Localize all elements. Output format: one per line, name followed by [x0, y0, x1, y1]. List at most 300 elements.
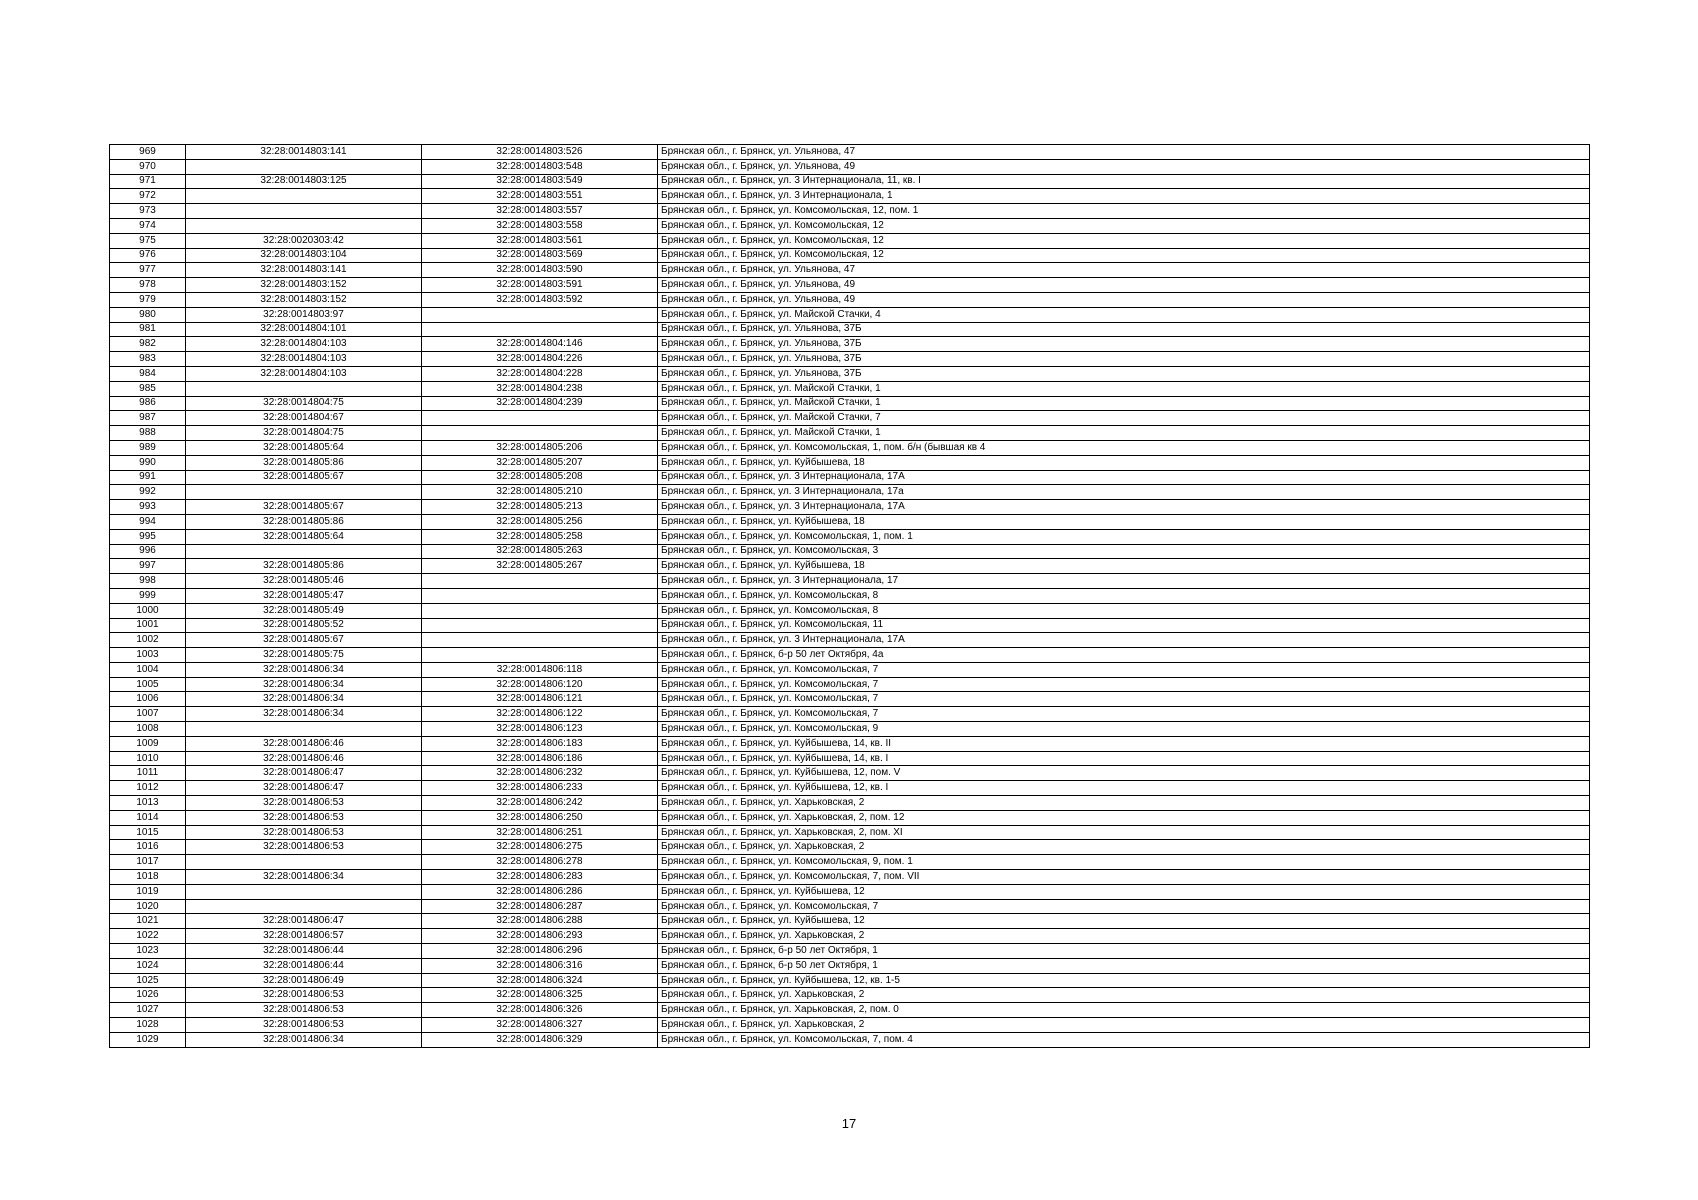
- row-number-cell: 1011: [110, 766, 186, 781]
- row-number-cell: 1013: [110, 796, 186, 811]
- table-row: [110, 204, 1590, 219]
- cadastral-number-cell: 32:28:0014803:526: [422, 145, 658, 160]
- address-cell: Брянская обл., г. Брянск, ул. Ульянова, 37Б: [658, 322, 1590, 337]
- parent-cadastral-cell: 32:28:0014804:101: [186, 322, 422, 337]
- cadastral-number-cell: 32:28:0014806:283: [422, 870, 658, 885]
- row-number-cell: 994: [110, 514, 186, 529]
- cadastral-number-cell: 32:28:0014805:208: [422, 470, 658, 485]
- table-row: [110, 278, 1590, 293]
- cadastral-number-cell: 32:28:0014806:120: [422, 677, 658, 692]
- cadastral-number-cell: 32:28:0014806:327: [422, 1018, 658, 1033]
- table-body: [110, 145, 1590, 1048]
- row-number-cell: 982: [110, 337, 186, 352]
- cadastral-number-cell: 32:28:0014806:296: [422, 944, 658, 959]
- address-cell: Брянская обл., г. Брянск, ул. 3 Интернационала, 17А: [658, 500, 1590, 515]
- row-number-cell: 1023: [110, 944, 186, 959]
- address-cell: Брянская обл., г. Брянск, ул. Комсомольская, 12: [658, 218, 1590, 233]
- table-row: [110, 766, 1590, 781]
- row-number-cell: 1020: [110, 899, 186, 914]
- parent-cadastral-cell: 32:28:0014803:141: [186, 263, 422, 278]
- row-number-cell: 995: [110, 529, 186, 544]
- address-cell: Брянская обл., г. Брянск, ул. Комсомольская, 7: [658, 662, 1590, 677]
- cadastral-number-cell: 32:28:0014804:226: [422, 352, 658, 367]
- row-number-cell: 969: [110, 145, 186, 160]
- address-cell: Брянская обл., г. Брянск, б-р 50 лет Октября, 1: [658, 958, 1590, 973]
- table-row: [110, 544, 1590, 559]
- address-cell: Брянская обл., г. Брянск, ул. Ульянова, 37Б: [658, 366, 1590, 381]
- parent-cadastral-cell: 32:28:0014806:53: [186, 796, 422, 811]
- address-cell: Брянская обл., г. Брянск, ул. Комсомольская, 1, пом. б/н (бывшая кв 4: [658, 440, 1590, 455]
- address-cell: Брянская обл., г. Брянск, ул. Майской Стачки, 1: [658, 396, 1590, 411]
- address-cell: Брянская обл., г. Брянск, ул. Комсомольская, 7: [658, 707, 1590, 722]
- parent-cadastral-cell: 32:28:0014806:34: [186, 1032, 422, 1047]
- table-row: [110, 1018, 1590, 1033]
- table-row: [110, 677, 1590, 692]
- parent-cadastral-cell: [186, 381, 422, 396]
- parent-cadastral-cell: 32:28:0014805:86: [186, 559, 422, 574]
- row-number-cell: 1009: [110, 736, 186, 751]
- parent-cadastral-cell: 32:28:0014806:53: [186, 825, 422, 840]
- address-cell: Брянская обл., г. Брянск, ул. Куйбышева, 18: [658, 559, 1590, 574]
- table-row: [110, 426, 1590, 441]
- address-cell: Брянская обл., г. Брянск, ул. Куйбышева, 12, кв. I: [658, 781, 1590, 796]
- cadastral-number-cell: 32:28:0014806:123: [422, 722, 658, 737]
- parent-cadastral-cell: 32:28:0014804:75: [186, 396, 422, 411]
- cadastral-number-cell: [422, 588, 658, 603]
- address-cell: Брянская обл., г. Брянск, ул. Харьковская, 2, пом. 12: [658, 810, 1590, 825]
- cadastral-number-cell: 32:28:0014806:242: [422, 796, 658, 811]
- parent-cadastral-cell: 32:28:0014803:152: [186, 292, 422, 307]
- address-cell: Брянская обл., г. Брянск, ул. Комсомольская, 3: [658, 544, 1590, 559]
- parent-cadastral-cell: 32:28:0014806:53: [186, 1018, 422, 1033]
- parent-cadastral-cell: 32:28:0014805:67: [186, 633, 422, 648]
- row-number-cell: 1012: [110, 781, 186, 796]
- address-cell: Брянская обл., г. Брянск, ул. 3 Интернационала, 1: [658, 189, 1590, 204]
- table-row: [110, 529, 1590, 544]
- table-row: [110, 248, 1590, 263]
- cadastral-number-cell: [422, 426, 658, 441]
- table-row: [110, 825, 1590, 840]
- parent-cadastral-cell: 32:28:0014803:104: [186, 248, 422, 263]
- row-number-cell: 977: [110, 263, 186, 278]
- table-row: [110, 145, 1590, 160]
- table-row: [110, 1032, 1590, 1047]
- cadastral-number-cell: [422, 603, 658, 618]
- parent-cadastral-cell: 32:28:0014804:103: [186, 337, 422, 352]
- cadastral-number-cell: 32:28:0014805:210: [422, 485, 658, 500]
- address-cell: Брянская обл., г. Брянск, ул. Ульянова, 49: [658, 159, 1590, 174]
- parent-cadastral-cell: [186, 544, 422, 559]
- row-number-cell: 1027: [110, 1003, 186, 1018]
- page-number: 17: [841, 1116, 857, 1131]
- address-cell: Брянская обл., г. Брянск, ул. Ульянова, 37Б: [658, 352, 1590, 367]
- row-number-cell: 1005: [110, 677, 186, 692]
- table-row: [110, 736, 1590, 751]
- address-cell: Брянская обл., г. Брянск, ул. Ульянова, 47: [658, 145, 1590, 160]
- cadastral-number-cell: 32:28:0014806:275: [422, 840, 658, 855]
- address-cell: Брянская обл., г. Брянск, ул. Куйбышева, 12: [658, 884, 1590, 899]
- address-cell: Брянская обл., г. Брянск, ул. Комсомольская, 1, пом. 1: [658, 529, 1590, 544]
- cadastral-number-cell: 32:28:0014803:548: [422, 159, 658, 174]
- parent-cadastral-cell: 32:28:0014804:75: [186, 426, 422, 441]
- parent-cadastral-cell: 32:28:0014806:34: [186, 870, 422, 885]
- table-row: [110, 796, 1590, 811]
- row-number-cell: 992: [110, 485, 186, 500]
- parent-cadastral-cell: 32:28:0014806:53: [186, 810, 422, 825]
- cadastral-number-cell: 32:28:0014806:287: [422, 899, 658, 914]
- row-number-cell: 1018: [110, 870, 186, 885]
- cadastral-number-cell: 32:28:0014806:118: [422, 662, 658, 677]
- cadastral-number-cell: 32:28:0014806:121: [422, 692, 658, 707]
- row-number-cell: 991: [110, 470, 186, 485]
- row-number-cell: 976: [110, 248, 186, 263]
- parent-cadastral-cell: 32:28:0014805:86: [186, 514, 422, 529]
- row-number-cell: 1022: [110, 929, 186, 944]
- parent-cadastral-cell: 32:28:0014806:46: [186, 751, 422, 766]
- row-number-cell: 997: [110, 559, 186, 574]
- cadastral-number-cell: 32:28:0014803:551: [422, 189, 658, 204]
- row-number-cell: 1004: [110, 662, 186, 677]
- parent-cadastral-cell: [186, 855, 422, 870]
- address-cell: Брянская обл., г. Брянск, ул. Харьковская, 2: [658, 840, 1590, 855]
- address-cell: Брянская обл., г. Брянск, ул. Комсомольская, 12, пом. 1: [658, 204, 1590, 219]
- table-row: [110, 470, 1590, 485]
- row-number-cell: 1002: [110, 633, 186, 648]
- address-cell: Брянская обл., г. Брянск, ул. Комсомольская, 9, пом. 1: [658, 855, 1590, 870]
- row-number-cell: 1026: [110, 988, 186, 1003]
- table-row: [110, 514, 1590, 529]
- parent-cadastral-cell: 32:28:0014806:34: [186, 707, 422, 722]
- table-row: [110, 396, 1590, 411]
- parent-cadastral-cell: 32:28:0014805:52: [186, 618, 422, 633]
- row-number-cell: 1008: [110, 722, 186, 737]
- row-number-cell: 1021: [110, 914, 186, 929]
- address-cell: Брянская обл., г. Брянск, ул. Ульянова, 47: [658, 263, 1590, 278]
- cadastral-number-cell: 32:28:0014803:569: [422, 248, 658, 263]
- cadastral-number-cell: 32:28:0014805:213: [422, 500, 658, 515]
- address-cell: Брянская обл., г. Брянск, ул. Комсомольская, 8: [658, 603, 1590, 618]
- cadastral-number-cell: 32:28:0014806:293: [422, 929, 658, 944]
- row-number-cell: 989: [110, 440, 186, 455]
- table-row: [110, 440, 1590, 455]
- parent-cadastral-cell: 32:28:0014806:44: [186, 944, 422, 959]
- row-number-cell: 974: [110, 218, 186, 233]
- table-row: [110, 366, 1590, 381]
- row-number-cell: 971: [110, 174, 186, 189]
- cadastral-number-cell: 32:28:0014806:232: [422, 766, 658, 781]
- cadastral-number-cell: 32:28:0014806:316: [422, 958, 658, 973]
- cadastral-number-cell: 32:28:0014806:278: [422, 855, 658, 870]
- cadastral-number-cell: [422, 574, 658, 589]
- parent-cadastral-cell: 32:28:0014806:34: [186, 677, 422, 692]
- table-row: [110, 574, 1590, 589]
- address-cell: Брянская обл., г. Брянск, ул. 3 Интернационала, 17А: [658, 470, 1590, 485]
- parent-cadastral-cell: [186, 218, 422, 233]
- row-number-cell: 1019: [110, 884, 186, 899]
- row-number-cell: 986: [110, 396, 186, 411]
- parent-cadastral-cell: 32:28:0014806:34: [186, 662, 422, 677]
- table-row: [110, 929, 1590, 944]
- table-row: [110, 899, 1590, 914]
- table-row: [110, 662, 1590, 677]
- row-number-cell: 1024: [110, 958, 186, 973]
- table-row: [110, 707, 1590, 722]
- table-row: [110, 307, 1590, 322]
- address-cell: Брянская обл., г. Брянск, ул. Харьковская, 2: [658, 929, 1590, 944]
- address-cell: Брянская обл., г. Брянск, ул. Куйбышева, 14, кв. I: [658, 751, 1590, 766]
- row-number-cell: 973: [110, 204, 186, 219]
- address-cell: Брянская обл., г. Брянск, ул. Майской Стачки, 7: [658, 411, 1590, 426]
- cadastral-number-cell: 32:28:0014806:326: [422, 1003, 658, 1018]
- cadastral-number-cell: 32:28:0014806:325: [422, 988, 658, 1003]
- row-number-cell: 993: [110, 500, 186, 515]
- table-row: [110, 855, 1590, 870]
- parent-cadastral-cell: 32:28:0014806:49: [186, 973, 422, 988]
- table-row: [110, 751, 1590, 766]
- table-row: [110, 884, 1590, 899]
- row-number-cell: 1017: [110, 855, 186, 870]
- cadastral-number-cell: 32:28:0014806:233: [422, 781, 658, 796]
- row-number-cell: 1000: [110, 603, 186, 618]
- parent-cadastral-cell: [186, 485, 422, 500]
- cadastral-number-cell: 32:28:0014806:250: [422, 810, 658, 825]
- table-row: [110, 1003, 1590, 1018]
- table-row: [110, 988, 1590, 1003]
- table-row: [110, 500, 1590, 515]
- cadastral-number-cell: [422, 633, 658, 648]
- row-number-cell: 1010: [110, 751, 186, 766]
- address-cell: Брянская обл., г. Брянск, б-р 50 лет Октября, 1: [658, 944, 1590, 959]
- address-cell: Брянская обл., г. Брянск, ул. Харьковская, 2, пом. 0: [658, 1003, 1590, 1018]
- parent-cadastral-cell: [186, 899, 422, 914]
- parent-cadastral-cell: 32:28:0014804:103: [186, 366, 422, 381]
- address-cell: Брянская обл., г. Брянск, ул. 3 Интернационала, 17а: [658, 485, 1590, 500]
- parent-cadastral-cell: 32:28:0014806:57: [186, 929, 422, 944]
- table-row: [110, 870, 1590, 885]
- table-row: [110, 292, 1590, 307]
- parent-cadastral-cell: 32:28:0014804:67: [186, 411, 422, 426]
- cadastral-number-cell: 32:28:0014803:557: [422, 204, 658, 219]
- cadastral-number-cell: [422, 411, 658, 426]
- table-row: [110, 559, 1590, 574]
- table-row: [110, 944, 1590, 959]
- address-cell: Брянская обл., г. Брянск, ул. Комсомольская, 7, пом. VII: [658, 870, 1590, 885]
- row-number-cell: 972: [110, 189, 186, 204]
- address-cell: Брянская обл., г. Брянск, ул. 3 Интернационала, 11, кв. I: [658, 174, 1590, 189]
- parent-cadastral-cell: 32:28:0014806:47: [186, 914, 422, 929]
- parent-cadastral-cell: 32:28:0014805:75: [186, 648, 422, 663]
- parent-cadastral-cell: 32:28:0014803:97: [186, 307, 422, 322]
- address-cell: Брянская обл., г. Брянск, ул. Ульянова, 49: [658, 292, 1590, 307]
- row-number-cell: 985: [110, 381, 186, 396]
- address-cell: Брянская обл., г. Брянск, ул. Комсомольская, 9: [658, 722, 1590, 737]
- cadastral-number-cell: 32:28:0014805:263: [422, 544, 658, 559]
- cadastral-number-cell: 32:28:0014806:186: [422, 751, 658, 766]
- cadastral-number-cell: 32:28:0014804:146: [422, 337, 658, 352]
- table-row: [110, 381, 1590, 396]
- address-cell: Брянская обл., г. Брянск, ул. Майской Стачки, 4: [658, 307, 1590, 322]
- cadastral-number-cell: 32:28:0014803:549: [422, 174, 658, 189]
- cadastral-number-cell: 32:28:0014803:592: [422, 292, 658, 307]
- table-row: [110, 618, 1590, 633]
- row-number-cell: 1029: [110, 1032, 186, 1047]
- cadastral-number-cell: 32:28:0014805:207: [422, 455, 658, 470]
- cadastral-number-cell: 32:28:0014803:561: [422, 233, 658, 248]
- cadastral-number-cell: 32:28:0014803:590: [422, 263, 658, 278]
- address-cell: Брянская обл., г. Брянск, ул. Майской Стачки, 1: [658, 381, 1590, 396]
- parent-cadastral-cell: 32:28:0014806:47: [186, 781, 422, 796]
- cadastral-number-cell: 32:28:0014806:324: [422, 973, 658, 988]
- cadastral-number-cell: 32:28:0014805:256: [422, 514, 658, 529]
- parent-cadastral-cell: 32:28:0014806:53: [186, 840, 422, 855]
- table-row: [110, 633, 1590, 648]
- parent-cadastral-cell: 32:28:0014804:103: [186, 352, 422, 367]
- cadastral-number-cell: 32:28:0014806:183: [422, 736, 658, 751]
- parent-cadastral-cell: 32:28:0014805:49: [186, 603, 422, 618]
- row-number-cell: 1007: [110, 707, 186, 722]
- parent-cadastral-cell: 32:28:0014805:64: [186, 529, 422, 544]
- row-number-cell: 981: [110, 322, 186, 337]
- row-number-cell: 987: [110, 411, 186, 426]
- table-row: [110, 648, 1590, 663]
- table-row: [110, 914, 1590, 929]
- row-number-cell: 1015: [110, 825, 186, 840]
- parent-cadastral-cell: 32:28:0014806:44: [186, 958, 422, 973]
- table-row: [110, 159, 1590, 174]
- row-number-cell: 1025: [110, 973, 186, 988]
- table-row: [110, 603, 1590, 618]
- row-number-cell: 1028: [110, 1018, 186, 1033]
- row-number-cell: 999: [110, 588, 186, 603]
- parent-cadastral-cell: 32:28:0014805:47: [186, 588, 422, 603]
- parent-cadastral-cell: [186, 884, 422, 899]
- cadastral-number-cell: 32:28:0014804:238: [422, 381, 658, 396]
- row-number-cell: 1003: [110, 648, 186, 663]
- table-row: [110, 174, 1590, 189]
- address-cell: Брянская обл., г. Брянск, ул. Комсомольская, 7: [658, 677, 1590, 692]
- table-row: [110, 810, 1590, 825]
- address-cell: Брянская обл., г. Брянск, ул. Куйбышева, 12, пом. V: [658, 766, 1590, 781]
- address-cell: Брянская обл., г. Брянск, ул. Комсомольская, 12: [658, 233, 1590, 248]
- parent-cadastral-cell: 32:28:0014805:67: [186, 470, 422, 485]
- parent-cadastral-cell: 32:28:0020303:42: [186, 233, 422, 248]
- address-cell: Брянская обл., г. Брянск, ул. Харьковская, 2: [658, 988, 1590, 1003]
- cadastral-number-cell: 32:28:0014805:267: [422, 559, 658, 574]
- address-cell: Брянская обл., г. Брянск, ул. Майской Стачки, 1: [658, 426, 1590, 441]
- table-row: [110, 322, 1590, 337]
- parent-cadastral-cell: 32:28:0014805:46: [186, 574, 422, 589]
- cadastral-number-cell: 32:28:0014804:239: [422, 396, 658, 411]
- address-cell: Брянская обл., г. Брянск, ул. Куйбышева, 14, кв. II: [658, 736, 1590, 751]
- row-number-cell: 983: [110, 352, 186, 367]
- parent-cadastral-cell: 32:28:0014806:53: [186, 988, 422, 1003]
- address-cell: Брянская обл., г. Брянск, ул. Комсомольская, 7, пом. 4: [658, 1032, 1590, 1047]
- cadastral-register-table: [109, 144, 1590, 1048]
- row-number-cell: 970: [110, 159, 186, 174]
- parent-cadastral-cell: 32:28:0014806:47: [186, 766, 422, 781]
- table-row: [110, 233, 1590, 248]
- row-number-cell: 1001: [110, 618, 186, 633]
- table-row: [110, 263, 1590, 278]
- cadastral-number-cell: 32:28:0014806:122: [422, 707, 658, 722]
- row-number-cell: 980: [110, 307, 186, 322]
- parent-cadastral-cell: 32:28:0014806:53: [186, 1003, 422, 1018]
- table-row: [110, 411, 1590, 426]
- parent-cadastral-cell: [186, 722, 422, 737]
- table-row: [110, 189, 1590, 204]
- address-cell: Брянская обл., г. Брянск, ул. Харьковская, 2, пом. XI: [658, 825, 1590, 840]
- address-cell: Брянская обл., г. Брянск, ул. Харьковская, 2: [658, 1018, 1590, 1033]
- cadastral-number-cell: 32:28:0014805:258: [422, 529, 658, 544]
- parent-cadastral-cell: [186, 189, 422, 204]
- row-number-cell: 979: [110, 292, 186, 307]
- table-row: [110, 218, 1590, 233]
- parent-cadastral-cell: 32:28:0014803:141: [186, 145, 422, 160]
- row-number-cell: 988: [110, 426, 186, 441]
- cadastral-number-cell: [422, 648, 658, 663]
- table-row: [110, 455, 1590, 470]
- address-cell: Брянская обл., г. Брянск, ул. Куйбышева, 18: [658, 514, 1590, 529]
- address-cell: Брянская обл., г. Брянск, ул. Ульянова, 37Б: [658, 337, 1590, 352]
- address-cell: Брянская обл., г. Брянск, ул. 3 Интернационала, 17: [658, 574, 1590, 589]
- cadastral-number-cell: 32:28:0014803:591: [422, 278, 658, 293]
- address-cell: Брянская обл., г. Брянск, ул. Комсомольская, 7: [658, 692, 1590, 707]
- address-cell: Брянская обл., г. Брянск, ул. Харьковская, 2: [658, 796, 1590, 811]
- address-cell: Брянская обл., г. Брянск, ул. 3 Интернационала, 17А: [658, 633, 1590, 648]
- row-number-cell: 998: [110, 574, 186, 589]
- cadastral-number-cell: 32:28:0014805:206: [422, 440, 658, 455]
- cadastral-number-cell: [422, 322, 658, 337]
- row-number-cell: 1006: [110, 692, 186, 707]
- row-number-cell: 975: [110, 233, 186, 248]
- cadastral-number-cell: [422, 618, 658, 633]
- row-number-cell: 978: [110, 278, 186, 293]
- table-row: [110, 588, 1590, 603]
- address-cell: Брянская обл., г. Брянск, ул. Комсомольская, 11: [658, 618, 1590, 633]
- table-row: [110, 352, 1590, 367]
- cadastral-number-cell: 32:28:0014806:288: [422, 914, 658, 929]
- address-cell: Брянская обл., г. Брянск, б-р 50 лет Октября, 4а: [658, 648, 1590, 663]
- cadastral-number-cell: 32:28:0014803:558: [422, 218, 658, 233]
- cadastral-number-cell: 32:28:0014804:228: [422, 366, 658, 381]
- row-number-cell: 984: [110, 366, 186, 381]
- row-number-cell: 996: [110, 544, 186, 559]
- table-row: [110, 781, 1590, 796]
- parent-cadastral-cell: [186, 159, 422, 174]
- cadastral-number-cell: 32:28:0014806:251: [422, 825, 658, 840]
- table-row: [110, 485, 1590, 500]
- row-number-cell: 1014: [110, 810, 186, 825]
- address-cell: Брянская обл., г. Брянск, ул. Комсомольская, 12: [658, 248, 1590, 263]
- cadastral-number-cell: 32:28:0014806:286: [422, 884, 658, 899]
- parent-cadastral-cell: [186, 204, 422, 219]
- address-cell: Брянская обл., г. Брянск, ул. Комсомольская, 7: [658, 899, 1590, 914]
- parent-cadastral-cell: 32:28:0014805:86: [186, 455, 422, 470]
- address-cell: Брянская обл., г. Брянск, ул. Куйбышева, 18: [658, 455, 1590, 470]
- table-row: [110, 692, 1590, 707]
- cadastral-number-cell: 32:28:0014806:329: [422, 1032, 658, 1047]
- parent-cadastral-cell: 32:28:0014806:34: [186, 692, 422, 707]
- table-row: [110, 973, 1590, 988]
- table-row: [110, 722, 1590, 737]
- table-row: [110, 840, 1590, 855]
- row-number-cell: 990: [110, 455, 186, 470]
- address-cell: Брянская обл., г. Брянск, ул. Комсомольская, 8: [658, 588, 1590, 603]
- table-row: [110, 958, 1590, 973]
- parent-cadastral-cell: 32:28:0014806:46: [186, 736, 422, 751]
- address-cell: Брянская обл., г. Брянск, ул. Куйбышева, 12: [658, 914, 1590, 929]
- cadastral-number-cell: [422, 307, 658, 322]
